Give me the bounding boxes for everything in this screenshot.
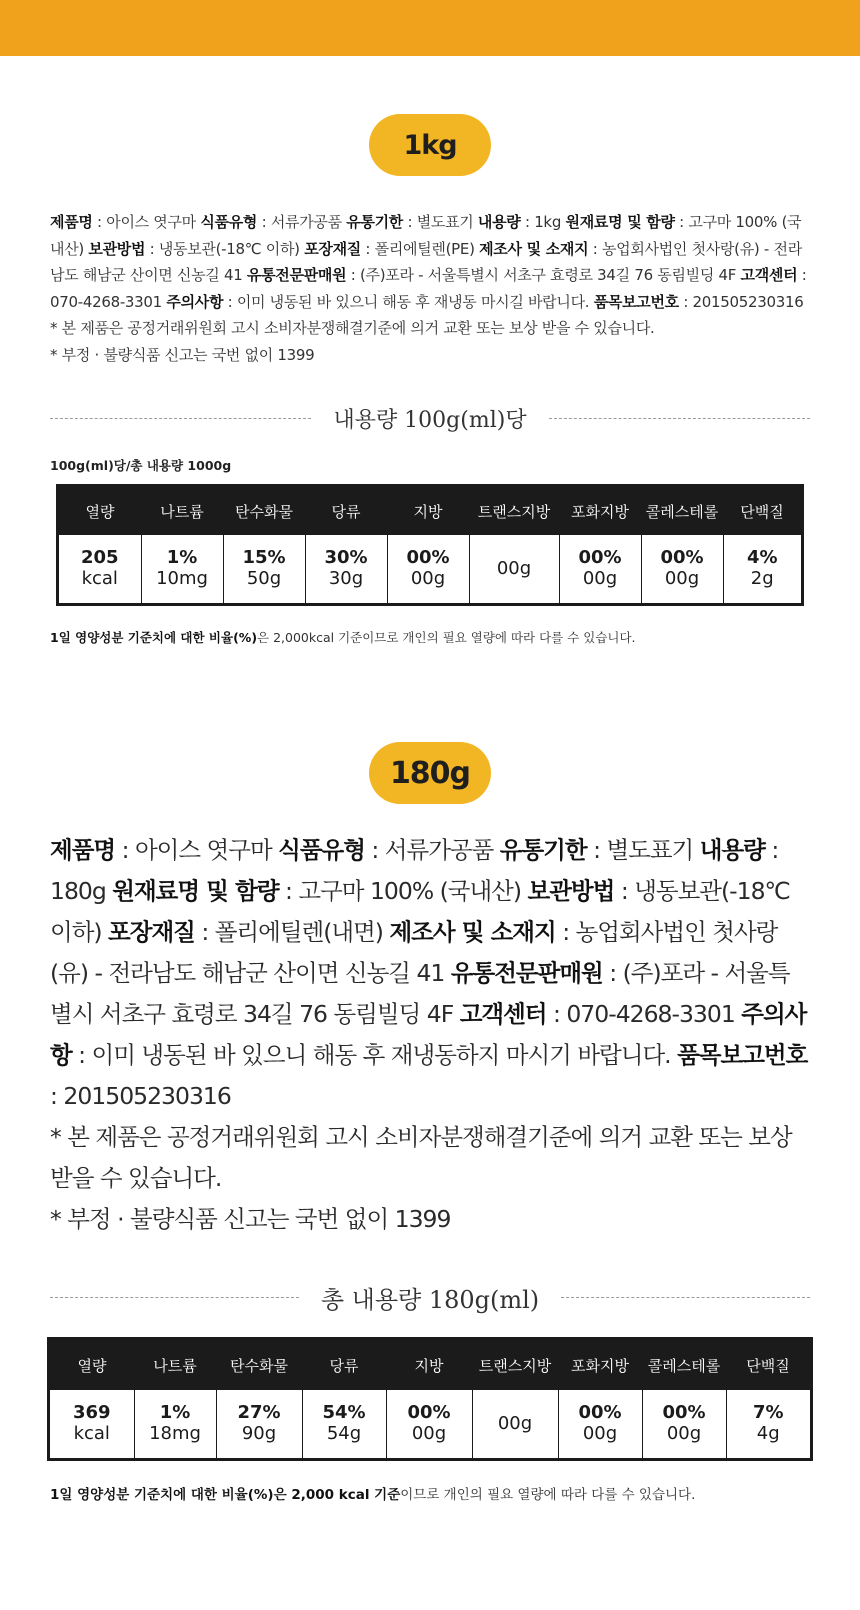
info-value: : 서류가공품 xyxy=(364,836,500,864)
nutrition-header: 콜레스테롤 xyxy=(641,487,723,535)
nutrition-amount: 54g xyxy=(326,1423,362,1444)
info-value: : 폴리에틸렌(내면) xyxy=(194,918,390,946)
nutrition-divider xyxy=(50,1280,810,1315)
nutrition-cell xyxy=(641,535,723,603)
info-value: : 농업회사법인 첫사랑(유) - 전라남도 해남군 산이면 신농길 41 xyxy=(50,239,802,284)
product-info-text xyxy=(50,836,807,1110)
info-label: 유통전문판매원 xyxy=(246,266,347,284)
nutrition-percent: 54% xyxy=(322,1402,366,1424)
nutrition-amount: kcal xyxy=(81,568,118,589)
info-value: : 폴리에틸렌(PE) xyxy=(360,239,480,258)
info-value: : 070-4268-3301 xyxy=(546,1000,742,1028)
nutrition-amount: 18mg xyxy=(149,1423,201,1444)
info-label: 고객센터 xyxy=(459,1000,547,1028)
info-label: 제품명 xyxy=(50,836,116,864)
nutrition-header: 콜레스테롤 xyxy=(642,1340,726,1390)
nutrition-cell xyxy=(302,1390,386,1458)
info-label: 주의사항 xyxy=(50,1000,807,1069)
info-value: : 이미 냉동된 바 있으니 해동 후 재냉동 마시길 바랍니다. xyxy=(223,292,594,311)
info-label: 포장재질 xyxy=(304,239,361,258)
nutrition-cell xyxy=(469,535,559,603)
nutrition-header: 트랜스지방 xyxy=(472,1340,558,1390)
nutrition-cell xyxy=(559,535,641,603)
info-value: : 별도표기 xyxy=(586,836,700,864)
nutrition-header: 열량 xyxy=(59,487,141,535)
info-value: : 아이스 엿구마 xyxy=(115,836,279,864)
nutrition-amount: 00g xyxy=(664,568,700,589)
info-value: : 180g xyxy=(50,836,779,905)
nutrition-amount: 2g xyxy=(750,568,774,589)
info-label: 보관방법 xyxy=(88,239,146,258)
nutrition-cell xyxy=(141,535,223,603)
info-label: 고객센터 xyxy=(740,266,798,284)
size-badge: 180g xyxy=(369,742,491,804)
nutrition-footnote xyxy=(50,628,810,646)
serving-heading: 100g(ml)당/총 내용량 1000g xyxy=(50,458,232,473)
divider-title: 총 내용량 180g(ml) xyxy=(320,1286,540,1314)
nutrition-percent: 205 xyxy=(80,547,119,569)
nutrition-cell xyxy=(50,1390,134,1458)
nutrition-cell xyxy=(223,535,305,603)
info-value: : 이미 냉동된 바 있으니 해동 후 재냉동하지 마시기 바랍니다. xyxy=(71,1041,678,1069)
nutrition-amount: 00g xyxy=(582,1423,618,1444)
info-value: : 냉동보관(-18℃이하) xyxy=(50,877,790,946)
nutrition-percent: 4% xyxy=(746,547,778,569)
info-label: 보관방법 xyxy=(527,877,615,905)
info-value: : 201505230316 xyxy=(678,292,804,311)
info-value: : 농업회사법인 첫사랑(유) - 전라남도 해남군 산이면 신농길 41 xyxy=(50,918,778,987)
info-value: : 고구마 100% (국내산) xyxy=(278,877,528,905)
nutrition-cell xyxy=(558,1390,642,1458)
nutrition-percent: 30% xyxy=(324,547,368,569)
nutrition-cell xyxy=(723,535,801,603)
nutrition-percent: 15% xyxy=(242,547,286,569)
info-label: 주의사항 xyxy=(166,292,224,311)
report-notice: * 부정 · 불량식품 신고는 국번 없이 1399 xyxy=(50,1205,451,1233)
nutrition-percent: 00% xyxy=(662,1402,706,1424)
nutrition-amount: 50g xyxy=(246,568,282,589)
info-label: 식품유형 xyxy=(278,836,365,864)
nutrition-amount: 00g xyxy=(410,568,446,589)
report-notice: * 부정 · 불량식품 신고는 국번 없이 1399 xyxy=(50,345,315,364)
info-label: 원재료명 및 함량 xyxy=(112,877,279,905)
info-label: 유통기한 xyxy=(499,836,587,864)
info-value: : 고구마 100% (국내산) xyxy=(50,213,802,258)
footnote-bold: 1일 영양성분 기준치에 대한 비율(%) xyxy=(50,630,258,645)
exchange-notice: * 본 제품은 공정거래위원회 고시 소비자분쟁해결기준에 의거 교환 또는 보상 받을 수 있습니다. xyxy=(50,319,655,337)
nutrition-percent: 1% xyxy=(159,1402,191,1424)
info-label: 원재료명 및 함량 xyxy=(565,213,675,231)
product-info xyxy=(50,830,810,1240)
nutrition-cell xyxy=(134,1390,216,1458)
nutrition-amount: 00g xyxy=(666,1423,702,1444)
nutrition-amount: 10mg xyxy=(156,568,208,589)
section-180g xyxy=(0,742,860,1503)
product-info xyxy=(50,209,810,368)
info-label: 식품유형 xyxy=(200,213,258,231)
nutrition-header: 나트륨 xyxy=(134,1340,216,1390)
nutrition-percent: 00% xyxy=(660,547,704,569)
nutrition-percent: 1% xyxy=(166,547,198,569)
nutrition-cell xyxy=(305,535,387,603)
info-label: 내용량 xyxy=(699,836,765,864)
nutrition-header: 당류 xyxy=(305,487,387,535)
nutrition-table xyxy=(47,1337,813,1461)
info-label: 유통기한 xyxy=(346,213,403,231)
nutrition-cell xyxy=(59,535,141,603)
nutrition-amount: 4g xyxy=(756,1423,780,1444)
nutrition-amount: 90g xyxy=(241,1423,277,1444)
info-value: : 별도표기 xyxy=(403,213,478,231)
nutrition-header: 지방 xyxy=(387,487,469,535)
nutrition-percent: 00% xyxy=(406,547,450,569)
nutrition-amount: kcal xyxy=(73,1423,110,1444)
info-label: 제품명 xyxy=(50,213,93,231)
nutrition-cell xyxy=(472,1390,558,1458)
nutrition-amount: 30g xyxy=(328,568,364,589)
nutrition-header: 나트륨 xyxy=(141,487,223,535)
info-value: : 아이스 엿구마 xyxy=(92,213,201,231)
product-info-text xyxy=(50,213,807,311)
info-label: 품목보고번호 xyxy=(677,1041,808,1069)
info-value: : 070-4268-3301 xyxy=(50,266,807,311)
nutrition-cell xyxy=(216,1390,302,1458)
info-label: 품목보고번호 xyxy=(593,292,679,311)
info-label: 제조사 및 소재지 xyxy=(389,918,556,946)
nutrition-amount: 00g xyxy=(411,1423,447,1444)
nutrition-header: 탄수화물 xyxy=(223,487,305,535)
nutrition-table xyxy=(56,484,804,606)
nutrition-amount: 00g xyxy=(496,557,532,579)
info-label: 유통전문판매원 xyxy=(450,959,603,987)
footnote-text: 은 2,000kcal 기준이므로 개인의 필요 열량에 따라 다를 수 있습니다. xyxy=(257,630,636,645)
footnote-text: 이므로 개인의 필요 열량에 따라 다를 수 있습니다. xyxy=(400,1487,696,1503)
nutrition-percent: 7% xyxy=(752,1402,784,1424)
nutrition-header: 당류 xyxy=(302,1340,386,1390)
nutrition-percent: 00% xyxy=(578,1402,622,1424)
info-label: 포장재질 xyxy=(108,918,195,946)
info-value: : 서류가공품 xyxy=(257,213,347,231)
info-value: : (주)포라 - 서울특별시 서초구 효령로 34길 76 동림빌딩 4F xyxy=(346,266,741,284)
nutrition-cell xyxy=(642,1390,726,1458)
size-badge: 1kg xyxy=(369,114,491,176)
nutrition-header: 열량 xyxy=(50,1340,134,1390)
nutrition-header: 포화지방 xyxy=(558,1340,642,1390)
nutrition-header: 포화지방 xyxy=(559,487,641,535)
nutrition-header: 탄수화물 xyxy=(216,1340,302,1390)
footnote-bold: 1일 영양성분 기준치에 대한 비율(%)은 2,000 kcal 기준 xyxy=(50,1487,401,1503)
nutrition-cell xyxy=(386,1390,472,1458)
nutrition-percent: 27% xyxy=(237,1402,281,1424)
info-label: 내용량 xyxy=(477,213,521,231)
section-1kg xyxy=(0,56,860,646)
nutrition-header: 트랜스지방 xyxy=(469,487,559,535)
nutrition-header: 단백질 xyxy=(726,1340,810,1390)
nutrition-header: 단백질 xyxy=(723,487,801,535)
divider-title: 내용량 100g(ml)당 xyxy=(333,408,527,433)
nutrition-percent: 369 xyxy=(72,1402,111,1424)
nutrition-cell xyxy=(387,535,469,603)
nutrition-percent: 00% xyxy=(407,1402,451,1424)
info-value: : 201505230316 xyxy=(50,1082,231,1110)
top-accent-bar xyxy=(0,0,860,56)
nutrition-amount: 00g xyxy=(497,1412,533,1434)
info-value: : (주)포라 - 서울특별시 서초구 효령로 34길 76 동림빌딩 4F xyxy=(50,959,790,1028)
nutrition-header: 지방 xyxy=(386,1340,472,1390)
nutrition-footnote xyxy=(50,1483,810,1503)
info-value: : 냉동보관(-18℃ 이하) xyxy=(145,239,305,258)
info-value: : 1kg xyxy=(520,213,566,231)
nutrition-divider xyxy=(50,403,810,434)
nutrition-percent: 00% xyxy=(578,547,622,569)
exchange-notice: * 본 제품은 공정거래위원회 고시 소비자분쟁해결기준에 의거 교환 또는 보상 받을 수 있습니다. xyxy=(50,1123,792,1192)
nutrition-amount: 00g xyxy=(582,568,618,589)
nutrition-cell xyxy=(726,1390,810,1458)
info-label: 제조사 및 소재지 xyxy=(479,239,589,258)
